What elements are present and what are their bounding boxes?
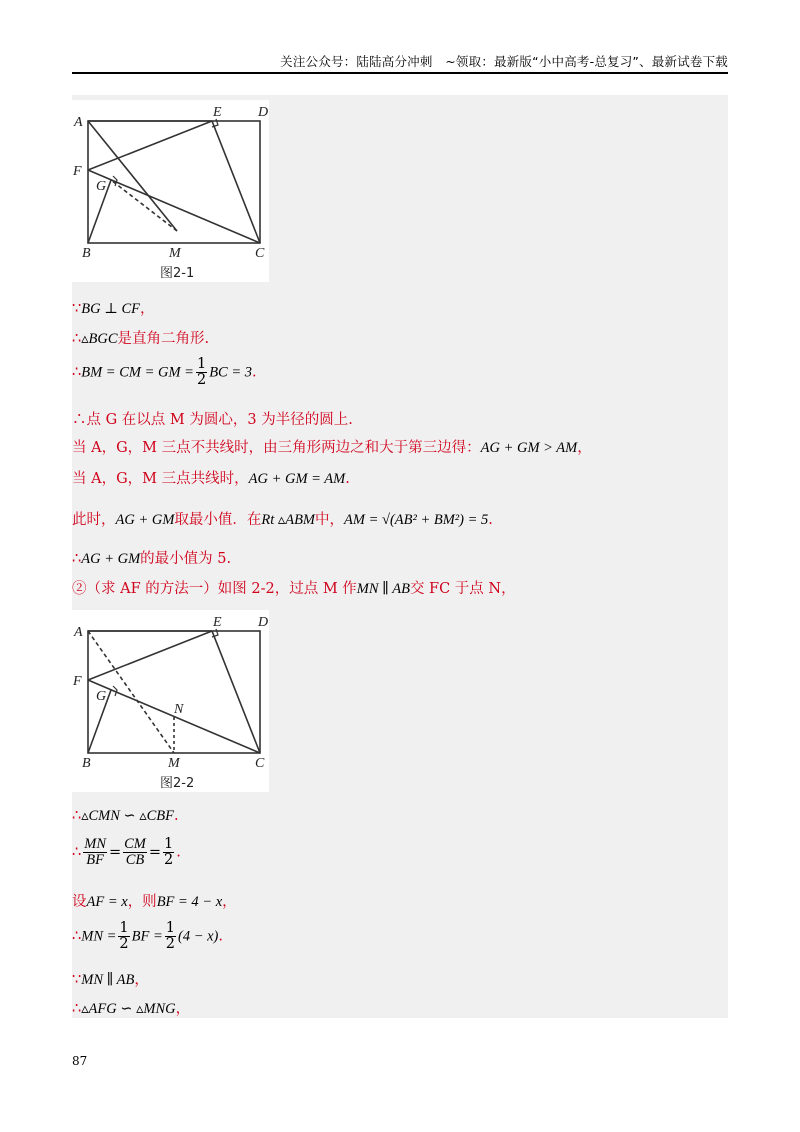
figure-2-2-caption: 图2-2 <box>160 776 195 791</box>
svg-text:B: B <box>82 756 91 771</box>
svg-text:F: F <box>73 164 82 179</box>
svg-text:B: B <box>82 246 91 261</box>
line-15: ∴▵AFG ∽ ▵MNG， <box>72 1001 191 1017</box>
figure-2-1 <box>72 100 269 282</box>
line-3: ∴BM = CM = GM = $\frac{1}{2}$ BC = 3. <box>72 356 257 388</box>
svg-text:D: D <box>258 105 269 120</box>
figure-2-2 <box>72 610 269 792</box>
svg-text:A: A <box>74 625 83 640</box>
figure-2-1-diagram <box>72 100 269 282</box>
svg-text:F: F <box>73 674 82 689</box>
line-4: ∴点 G 在以点 M 为圆心，3 为半径的圆上. <box>72 412 353 428</box>
line-12: 设AF = x，则BF = 4 − x， <box>72 894 237 910</box>
line-1: ∵BG ⊥ CF， <box>72 301 155 317</box>
svg-text:A: A <box>74 115 83 130</box>
line-13: ∴MN = $\frac{1}{2}$ BF = $\frac{1}{2}$ (4 − x). <box>72 920 223 952</box>
line-6: 当 A，G，M 三点共线时，AG + GM = AM. <box>72 471 350 487</box>
line-9: ②（求 AF 的方法一）如图 2-2，过点 M 作MN ∥ AB交 FC 于点 N， <box>72 581 516 597</box>
svg-text:G: G <box>96 179 107 194</box>
figure-2-2-diagram <box>72 610 269 792</box>
line-7: 此时，AG + GM取最小值．在Rt ▵ABM中，AM = √(AB² + BM²) = 5. <box>72 512 493 528</box>
line-8: ∴AG + GM的最小值为 5. <box>72 551 232 567</box>
line-14: ∵MN ∥ AB， <box>72 972 149 988</box>
svg-text:C: C <box>255 756 265 771</box>
svg-text:M: M <box>168 756 180 771</box>
line-2: ∴▵BGC是直角二角形. <box>72 331 210 347</box>
svg-text:N: N <box>174 702 184 717</box>
svg-text:G: G <box>96 689 107 704</box>
svg-text:C: C <box>255 246 265 261</box>
page-header: 关注公众号：陆陆高分冲刺 ~领取：最新版“小中高考-总复习”、最新试卷下载 <box>72 52 728 74</box>
line-5: 当 A，G，M 三点不共线时，由三角形两边之和大于第三边得：AG + GM > AM， <box>72 440 592 456</box>
svg-text:M: M <box>169 246 181 261</box>
svg-text:E: E <box>213 105 222 120</box>
solution-content <box>72 95 728 1018</box>
svg-text:E: E <box>213 615 222 630</box>
svg-text:D: D <box>258 615 269 630</box>
page-number: 87 <box>72 1054 88 1068</box>
figure-2-1-caption: 图2-1 <box>160 266 195 281</box>
line-11: ∴ $\frac{MN}{BF}$ = $\frac{CM}{CB}$ = $\frac{1}{2}$ . <box>72 836 181 868</box>
line-10: ∴▵CMN ∽ ▵CBF. <box>72 808 179 824</box>
